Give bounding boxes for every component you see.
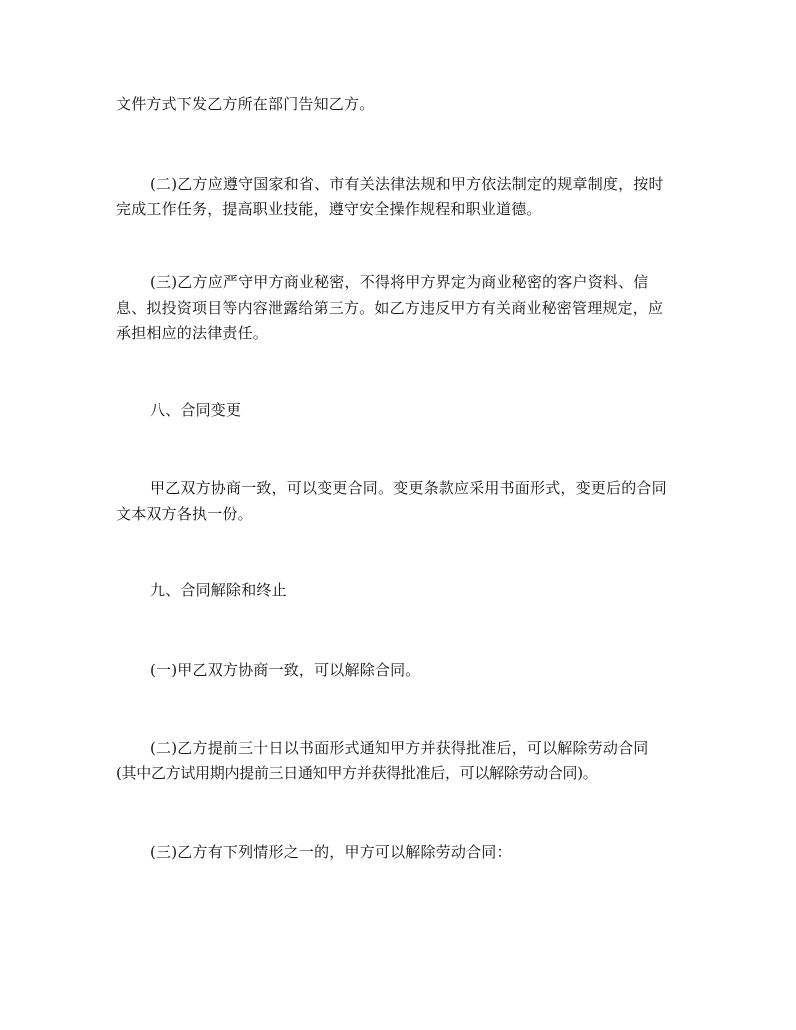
section-heading: 九、合同解除和终止 [150, 581, 287, 599]
paragraph-line: 甲乙双方协商一致，可以变更合同。变更条款应采用书面形式，变更后的合同 [150, 479, 667, 497]
paragraph-line: (二)乙方应遵守国家和省、市有关法律法规和甲方依法制定的规章制度，按时 [150, 175, 664, 193]
paragraph-line: (二)乙方提前三十日以书面形式通知甲方并获得批准后，可以解除劳动合同 [150, 739, 649, 757]
paragraph-line: 文本双方各执一份。 [116, 505, 253, 523]
paragraph-line: 完成工作任务，提高职业技能，遵守安全操作规程和职业道德。 [116, 200, 542, 218]
section-heading: 八、合同变更 [150, 401, 242, 419]
paragraph-line: (三)乙方应严守甲方商业秘密，不得将甲方界定为商业秘密的客户资料、信 [150, 273, 649, 291]
paragraph-line: (其中乙方试用期内提前三日通知甲方并获得批准后，可以解除劳动合同)。 [116, 764, 598, 782]
paragraph-line: (三)乙方有下列情形之一的，甲方可以解除劳动合同： [150, 843, 512, 861]
paragraph-line: (一)甲乙双方协商一致，可以解除合同。 [150, 661, 421, 679]
paragraph-line: 承担相应的法律责任。 [116, 324, 269, 342]
paragraph-line: 息、拟投资项目等内容泄露给第三方。如乙方违反甲方有关商业秘密管理规定，应 [116, 299, 664, 317]
paragraph-line: 文件方式下发乙方所在部门告知乙方。 [116, 95, 375, 113]
